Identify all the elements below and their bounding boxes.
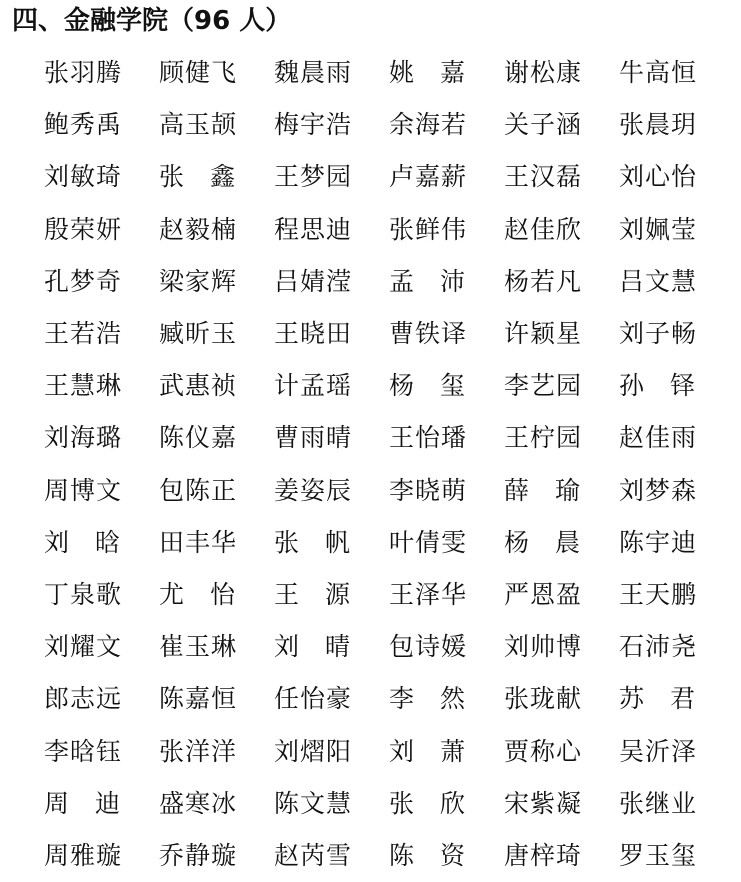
name-row: [44, 569, 724, 621]
student-name: 李晗钰: [44, 736, 123, 766]
name-row: [44, 830, 724, 882]
student-name: 赵毅楠: [159, 214, 238, 244]
name-row: [44, 465, 724, 517]
student-name: 鲍秀禹: [44, 110, 123, 140]
student-name: 刘帅博: [504, 632, 583, 662]
student-name: 周 迪: [44, 788, 121, 818]
student-name: 吕文慧: [619, 266, 698, 296]
student-name: 孔梦奇: [44, 266, 123, 296]
student-name: 李 然: [389, 684, 466, 714]
student-name: 杨若凡: [504, 266, 583, 296]
student-name: 刘 晗: [44, 527, 121, 557]
name-row: [44, 204, 724, 256]
name-row: [44, 517, 724, 569]
student-name: 刘姵莹: [619, 214, 698, 244]
student-name: 谢松康: [504, 58, 583, 88]
student-name: 孙 铎: [619, 371, 696, 401]
student-name: 陈宇迪: [619, 527, 698, 557]
student-name: 王汉磊: [504, 162, 583, 192]
student-name: 刘熠阳: [274, 736, 353, 766]
student-name: 陈仪嘉: [159, 423, 238, 453]
student-name: 杨 玺: [389, 371, 466, 401]
student-name: 任怡豪: [274, 684, 353, 714]
student-name: 叶倩雯: [389, 527, 468, 557]
student-name: 曹铁译: [389, 319, 468, 349]
student-name: 刘敏琦: [44, 162, 123, 192]
student-name: 刘海璐: [44, 423, 123, 453]
student-name: 刘子畅: [619, 319, 698, 349]
student-name: 田丰华: [159, 527, 238, 557]
student-name: 王梦园: [274, 162, 353, 192]
student-name: 王柠园: [504, 423, 583, 453]
student-name: 赵佳欣: [504, 214, 583, 244]
student-name: 计孟瑶: [274, 371, 353, 401]
student-name: 赵佳雨: [619, 423, 698, 453]
name-row: [44, 725, 724, 777]
student-name: 张珑献: [504, 684, 583, 714]
name-row: [44, 99, 724, 151]
student-name: 尤 怡: [159, 579, 236, 609]
student-name: 陈嘉恒: [159, 684, 238, 714]
student-name: 周雅璇: [44, 840, 123, 870]
student-name: 陈 资: [389, 840, 466, 870]
name-row: [44, 778, 724, 830]
student-name: 吕婧滢: [274, 266, 353, 296]
student-name: 张洋洋: [159, 736, 238, 766]
student-name: 高玉颉: [159, 110, 238, 140]
student-name: 石沛尧: [619, 632, 698, 662]
student-name: 姚 嘉: [389, 58, 466, 88]
student-name: 罗玉玺: [619, 840, 698, 870]
student-name: 顾健飞: [159, 58, 238, 88]
student-name: 姜姿辰: [274, 475, 353, 505]
student-name: 武惠祯: [159, 371, 238, 401]
student-name: 刘心怡: [619, 162, 698, 192]
student-name: 张晨玥: [619, 110, 698, 140]
name-row: [44, 412, 724, 464]
student-name: 殷荣妍: [44, 214, 123, 244]
student-name: 刘耀文: [44, 632, 123, 662]
student-name: 王若浩: [44, 319, 123, 349]
name-row: [44, 47, 724, 99]
student-name: 张羽腾: [44, 58, 123, 88]
student-name: 张鲜伟: [389, 214, 468, 244]
student-name: 宋紫凝: [504, 788, 583, 818]
student-name: 张继业: [619, 788, 698, 818]
student-name: 丁泉歌: [44, 579, 123, 609]
student-name: 王怡璠: [389, 423, 468, 453]
student-name: 王慧琳: [44, 371, 123, 401]
name-row: [44, 360, 724, 412]
student-name: 李晓萌: [389, 475, 468, 505]
name-list-grid: [44, 47, 724, 882]
student-name: 苏 君: [619, 684, 696, 714]
student-name: 王天鹏: [619, 579, 698, 609]
student-name: 杨 晨: [504, 527, 581, 557]
student-name: 梅宇浩: [274, 110, 353, 140]
student-name: 刘 萧: [389, 736, 466, 766]
name-row: [44, 151, 724, 203]
student-name: 许颖星: [504, 319, 583, 349]
student-name: 牛高恒: [619, 58, 698, 88]
name-row: [44, 256, 724, 308]
student-name: 盛寒冰: [159, 788, 238, 818]
student-name: 薛 瑜: [504, 475, 581, 505]
student-name: 严恩盈: [504, 579, 583, 609]
student-name: 魏晨雨: [274, 58, 353, 88]
student-name: 贾称心: [504, 736, 583, 766]
student-name: 唐梓琦: [504, 840, 583, 870]
student-name: 王 源: [274, 579, 351, 609]
student-name: 梁家辉: [159, 266, 238, 296]
student-name: 张 欣: [389, 788, 466, 818]
student-name: 刘 晴: [274, 632, 351, 662]
student-name: 周博文: [44, 475, 123, 505]
student-name: 包诗媛: [389, 632, 468, 662]
student-name: 余海若: [389, 110, 468, 140]
student-name: 王泽华: [389, 579, 468, 609]
name-row: [44, 621, 724, 673]
student-name: 张 鑫: [159, 162, 236, 192]
student-name: 张 帆: [274, 527, 351, 557]
student-name: 卢嘉薪: [389, 162, 468, 192]
name-row: [44, 673, 724, 725]
student-name: 郎志远: [44, 684, 123, 714]
name-row: [44, 308, 724, 360]
student-name: 刘梦森: [619, 475, 698, 505]
student-name: 包陈正: [159, 475, 238, 505]
student-name: 孟 沛: [389, 266, 466, 296]
student-name: 赵芮雪: [274, 840, 353, 870]
student-name: 曹雨晴: [274, 423, 353, 453]
section-heading: 四、金融学院（96 人）: [12, 6, 292, 36]
student-name: 陈文慧: [274, 788, 353, 818]
student-name: 乔静璇: [159, 840, 238, 870]
student-name: 关子涵: [504, 110, 583, 140]
student-name: 臧昕玉: [159, 319, 238, 349]
student-name: 程思迪: [274, 214, 353, 244]
student-name: 王晓田: [274, 319, 353, 349]
student-name: 吴沂泽: [619, 736, 698, 766]
student-name: 崔玉琳: [159, 632, 238, 662]
student-name: 李艺园: [504, 371, 583, 401]
